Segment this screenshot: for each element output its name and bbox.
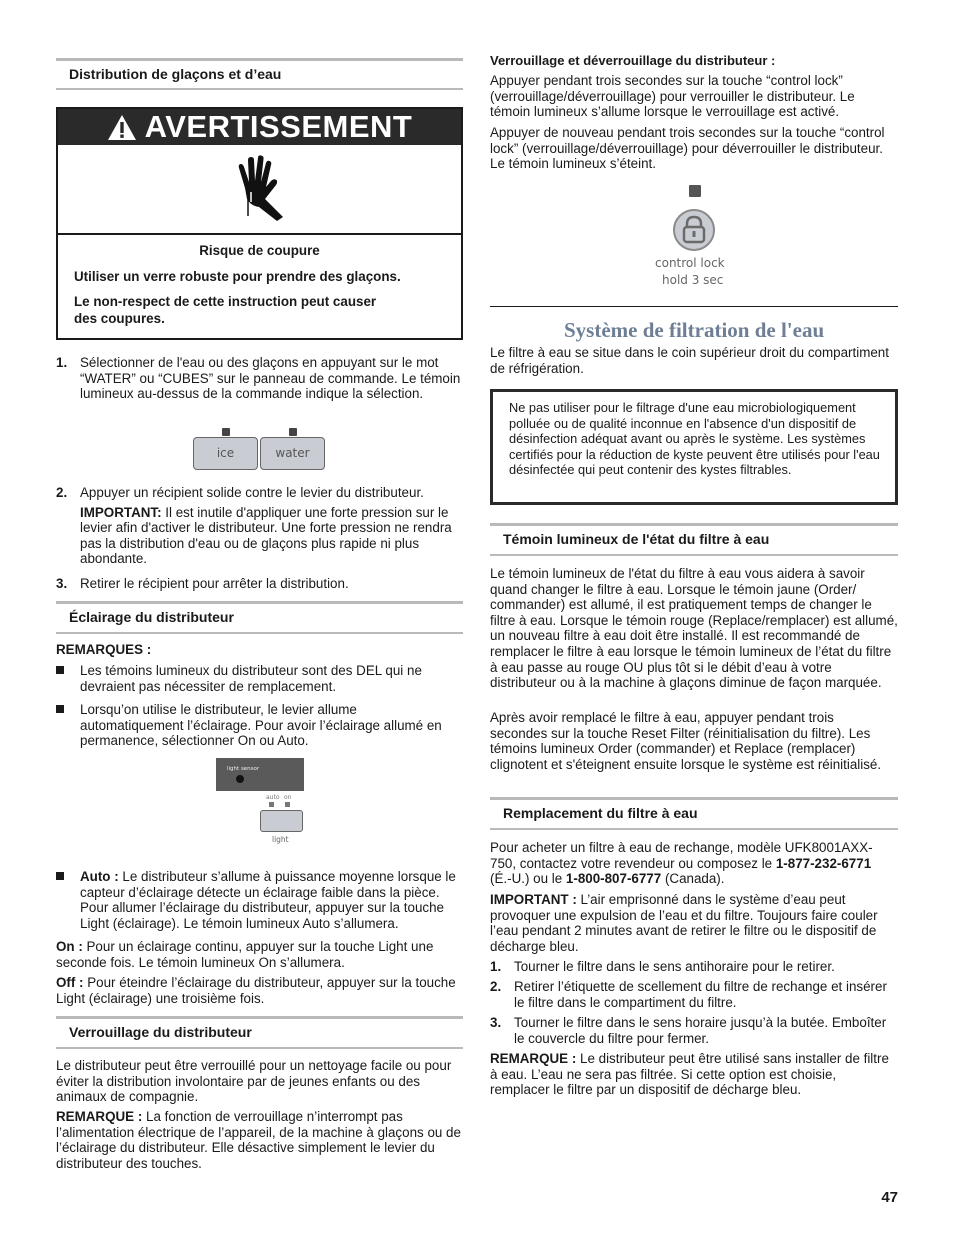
hand-cut-icon (225, 154, 295, 224)
step-2-important: IMPORTANT: Il est inutile d'appliquer une forte pression sur le levier afin d'activer le distributeur. Une forte pression ne rendra pas la distribution d'eau ou de glaçons plus rapide ni plus abondante. (80, 504, 452, 567)
padlock-icon (675, 211, 713, 249)
ice-button[interactable]: ice (193, 437, 258, 470)
replace-remarque: REMARQUE : Le distributeur peut être utilisé sans installer de filtre à eau. L’eau ne sera pas filtrée. Si cette option est choisie, remplacer le filtre par un dispositif de décharge bleu. (490, 1051, 889, 1098)
warning-line2b: des coupures. (74, 311, 165, 326)
on-para: On : Pour un éclairage continu, appuyer sur la touche Light une seconde fois. Le témoin lumineux On s’allumera. (56, 939, 434, 970)
remarques-label: REMARQUES : (56, 642, 152, 657)
control-lock-button[interactable] (673, 209, 715, 251)
status-p2: Après avoir remplacé le filtre à eau, appuyer pendant trois secondes sur la touche Reset Filter (réinitialisation du filtre). Les témoins lumineux Order (commander) et Replace (remplacer) clignotent et s'éteignent ensuite lorsque le système est réinitialisé. (490, 710, 882, 772)
lock-title: Verrouillage et déverrouillage du distributeur : (490, 53, 776, 68)
filter-intro: Le filtre à eau se situe dans le coin supérieur droit du compartiment de réfrigération. (490, 345, 889, 376)
ice-led (222, 428, 230, 436)
lock-para: Le distributeur peut être verrouillé pour un nettoyage facile ou pour éviter la distribution involontaire par de jeunes enfants ou des animaux de compagnie. (56, 1058, 452, 1105)
divider (490, 306, 898, 307)
replace-step-1: 1. Tourner le filtre dans le sens antihoraire pour le retirer. (490, 959, 835, 974)
light-button[interactable] (260, 810, 303, 832)
off-para: Off : Pour éteindre l’éclairage du distributeur, appuyer sur la touche Light (éclairage) une troisième fois. (56, 975, 456, 1006)
bullet-lever: Lorsqu’on utilise le distributeur, le levier allume automatiquement l’éclairage. Pour avoir l’éclairage allumé en permanence, sélectionner On ou Auto. (56, 702, 463, 749)
warning-triangle-icon (107, 114, 137, 141)
status-p1: Le témoin lumineux de l'état du filtre à eau vous aidera à savoir quand changer le filtre à eau. Lorsque le témoin jaune (Order/ commander) est allumé, il est pratiquement temps de changer le filtre à eau. Lorsque le témoin rouge (Replace/remplacer) est allumé, un nouveau filtre à eau doit être installé. Il est recommandé de remplacer le filtre à eau lorsque le témoin lumineux de l’état du filtre à eau passe au rouge OU plus tôt si le débit d’eau à votre distributeur ou à la machine à glaçons diminue de façon marquée. (490, 566, 898, 691)
light-sensor-icon (236, 775, 244, 783)
page-number: 47 (881, 1189, 898, 1206)
replace-step-3: 3. Tourner le filtre dans le sens horaire jusqu’à la butée. Emboîter le couvercle du filtre pour fermer. (490, 1015, 887, 1046)
filter-title: Système de filtration de l'eau (564, 318, 825, 342)
warning-line2a: Le non-respect de cette instruction peut causer (74, 294, 377, 309)
warning-icon-area (58, 145, 461, 235)
section-heading-dispensing: Distribution de glaçons et d’eau (56, 58, 463, 90)
warning-line1: Utiliser un verre robuste pour prendre des glaçons. (74, 269, 401, 284)
warning-banner: AVERTISSEMENT (58, 109, 461, 145)
step-1: 1. Sélectionner de l'eau ou des glaçons en appuyant sur le mot “WATER” ou “CUBES” sur le panneau de commande. Le témoin lumineux au-dessus de la commande indique la sélection. (56, 355, 461, 402)
lock-remarque: REMARQUE : La fonction de verrouillage n’interrompt pas l’alimentation électrique de l’appareil, de la machine à glaçons ou de l’éclairage du distributeur. Elle désactive simplement le levier du distributeur des touches. (56, 1109, 461, 1171)
warning-risk: Risque de coupure (199, 243, 320, 258)
replace-step-2: 2. Retirer l’étiquette de scellement du filtre de rechange et insérer le filtre dans le compartiment du filtre. (490, 979, 887, 1010)
warning-text (58, 235, 461, 340)
step-3: 3. Retirer le récipient pour arrêter la distribution. (56, 576, 349, 591)
section-heading-status: Témoin lumineux de l'état du filtre à eau (490, 523, 898, 556)
lock-p1: Appuyer pendant trois secondes sur la touche “control lock” (verrouillage/déverrouillage) pour verrouiller le distributeur. Le témoin lumineux s’allume lorsque le verrouillage est activé. (490, 73, 855, 120)
water-button[interactable]: water (260, 437, 325, 470)
bullet-auto: Auto : Le distributeur s’allume à puissance moyenne lorsque le capteur d’éclairage détecte un éclairage faible dans la pièce. Pour allumer l’éclairage du distributeur, appuyer sur la touche Light (éclairage). Le témoin lumineux Auto s’allumera. (56, 869, 463, 931)
warning-box (56, 107, 463, 340)
notice-box: Ne pas utiliser pour le filtrage d'une eau microbiologiquement polluée ou de qualité inconnue en l'absence d'un dispositif de désinfection adéquat avant ou après le système. Les systèmes certifiés pour la réduction de kyste peuvent être utilisés pour l'eau désinfectée qui peut contenir des kystes filtrables. (490, 389, 898, 505)
on-led (285, 802, 290, 807)
section-heading-lighting: Éclairage du distributeur (56, 601, 463, 634)
water-led (289, 428, 297, 436)
step-2: 2. Appuyer un récipient solide contre le levier du distributeur. IMPORTANT: Il est inutile d'appliquer une forte pression sur le levier afin d'activer le distributeur. Une forte pression ne rendra pas la distribution d'eau ou de glaçons plus rapide ni plus abondante. (56, 485, 463, 567)
light-sensor-area: light sensor (216, 758, 304, 791)
lock-led (689, 185, 701, 197)
lock-p2: Appuyer de nouveau pendant trois secondes sur la touche “control lock” (verrouillage/déverrouillage) pour déverrouiller le distributeur. Le témoin lumineux s’éteint. (490, 125, 885, 172)
auto-led (269, 802, 274, 807)
section-heading-replace: Remplacement du filtre à eau (490, 797, 898, 830)
bullet-led: Les témoins lumineux du distributeur sont des DEL qui ne devraient pas nécessiter de remplacement. (56, 663, 463, 694)
section-heading-lock: Verrouillage du distributeur (56, 1016, 463, 1049)
replace-important: IMPORTANT : L’air emprisonné dans le système d’eau peut provoquer une expulsion de l’eau et du filtre. Toujours faire couler l’eau pendant 2 minutes avant de retirer le filtre ou le dispositif de décharge bleu. (490, 892, 878, 954)
replace-p1: Pour acheter un filtre à eau de rechange, modèle UFK8001AXX-750, contactez votre revendeur ou composez le 1-877-232-6771 (É.-U.) ou le 1-800-807-6777 (Canada). (490, 840, 873, 887)
